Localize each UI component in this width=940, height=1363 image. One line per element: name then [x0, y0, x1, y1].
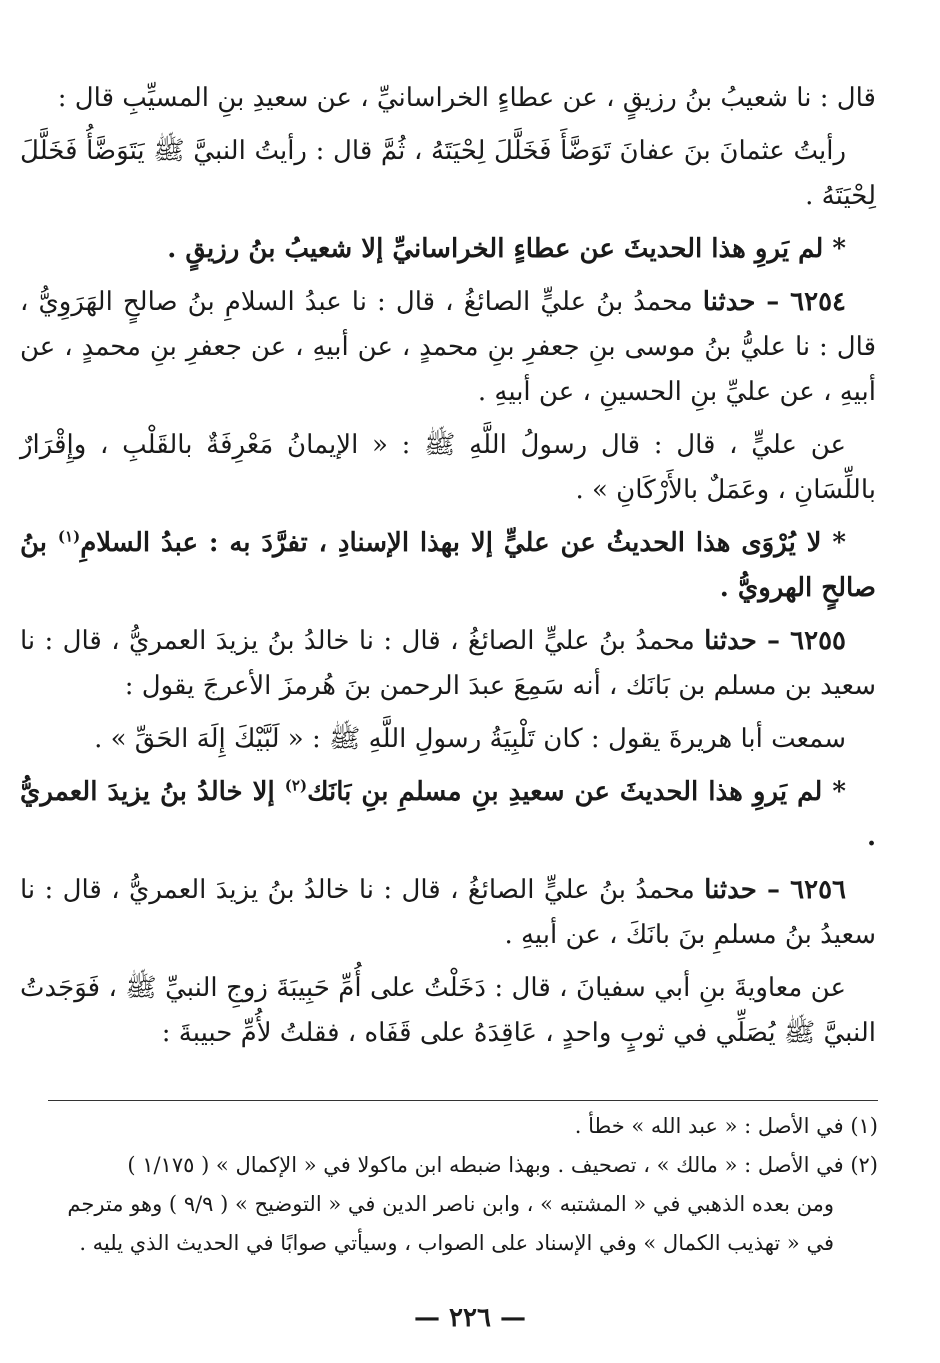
- hadith-number: ٦٢٥٤ – حدثنا: [702, 287, 847, 317]
- footnotes: [48, 1100, 878, 1263]
- footnote-ref: (١): [57, 527, 81, 546]
- editor-note: [20, 770, 876, 860]
- note-text: بنُ صالحٍ الهرويُّ .: [20, 528, 876, 603]
- main-text: [20, 76, 876, 1056]
- footnote-2-cont: ومن بعده الذهبي في « المشتبه » ، وابن ناصر الدين في « التوضيح » ( ٩/٩ ) وهو مترجم: [67, 1192, 834, 1216]
- hadith-6255-matn: سمعت أبا هريرةَ يقول : كان تَلْبِيَةُ رسولِ اللَّهِ ﷺ : « لَبَّيْكَ إِلَهَ الحَقِّ » .: [94, 724, 846, 754]
- editor-note: * لم يَروِ هذا الحديثَ عن عطاءٍ الخراسانيِّ إلا شعيبُ بنُ رزيقٍ .: [167, 234, 846, 264]
- editor-note: [20, 521, 876, 611]
- note-text: إلا خالدُ بنُ يزيدَ العمريُّ .: [20, 777, 876, 852]
- footnote-2-cont: في « تهذيب الكمال » وفي الإسناد على الصواب ، وسيأتي صوابًا في الحديث الذي يليه .: [79, 1231, 834, 1255]
- hadith-6254-isnad: [20, 280, 876, 415]
- hadith-number: ٦٢٥٦ – حدثنا: [704, 875, 847, 905]
- isnad-text: محمدُ بنُ عليٍّ الصائغُ ، قال : نا خالدُ بنُ يزيدَ العمريُّ ، قال : نا سعيدُ بنُ مسلمِ بنَ بانَكَ ، عن أبيهِ .: [20, 875, 876, 950]
- isnad-continuation: قال : نا شعيبُ بنُ رزيقٍ ، عن عطاءٍ الخراسانيِّ ، عن سعيدِ بنِ المسيِّبِ قال :: [57, 83, 876, 113]
- hadith-6254-matn: عن عليٍّ ، قال : قال رسولُ اللَّهِ ﷺ : « الإيمانُ مَعْرِفَةٌ بالقَلْبِ ، وإِقْرَارٌ باللِّسَانِ ، وعَمَلٌ بالأَرْكَانِ » .: [20, 430, 876, 505]
- hadith-number: ٦٢٥٥ – حدثنا: [704, 626, 847, 656]
- footnote-ref: (٢): [284, 776, 308, 795]
- note-text: * لم يَروِ هذا الحديثَ عن سعيدِ بنِ مسلمِ بنِ بَانَك: [307, 777, 846, 807]
- footnote-2: (٢) في الأصل : « مالك » ، تصحيف . وبهذا ضبطه ابن ماكولا في « الإكمال » ( ١/١٧٥ ): [127, 1153, 878, 1177]
- hadith-text: رأيتُ عثمانَ بنَ عفانَ تَوَضَّأَ فَخَلَّلَ لِحْيَتَهُ ، ثُمَّ قال : رأيتُ النبيَّ ﷺ يَتَوَضَّأُ فَخَلَّلَ لِحْيَتَهُ .: [20, 136, 876, 211]
- hadith-6256-matn: عن معاويةَ بنِ أبي سفيانَ ، قال : دَخَلْتُ على أُمِّ حَبِيبَةَ زوجِ النبيِّ ﷺ ، فَوَجَدتُ النبيَّ ﷺ يُصَلِّي في ثوبٍ واحدٍ ، عَاقِدَهُ على قَفَاه ، فقلتُ لأُمِّ حبيبةَ :: [20, 973, 876, 1048]
- isnad-text: محمدُ بنُ عليٍّ الصائغُ ، قال : نا عبدُ السلامِ بنُ صالحٍ الهَرَوِيُّ ، قال : نا عليُّ بنُ موسى بنِ جعفرِ بنِ محمدٍ ، عن أبيهِ ، عن جعفرِ بنِ محمدٍ ، عن أبيهِ ، عن عليِّ بنِ الحسينِ ، عن أبيهِ .: [20, 287, 876, 407]
- isnad-text: محمدُ بنُ عليٍّ الصائغُ ، قال : نا خالدُ بنُ يزيدَ العمريُّ ، قال : نا سعيد بن مسلم بن بَانَك ، أنه سَمِعَ عبدَ الرحمن بنَ هُرمزَ الأعرجَ يقول :: [20, 626, 876, 701]
- hadith-6255-isnad: [20, 619, 876, 709]
- note-text: * لا يُرْوَى هذا الحديثُ عن عليٍّ إلا بهذا الإسنادِ ، تفرَّدَ به : عبدُ السلامِ: [80, 528, 846, 558]
- footnote-1: (١) في الأصل : « عبد الله » خطأ .: [574, 1114, 878, 1138]
- hadith-6256-isnad: [20, 868, 876, 958]
- page-number: — ٢٢٦ —: [413, 1303, 527, 1333]
